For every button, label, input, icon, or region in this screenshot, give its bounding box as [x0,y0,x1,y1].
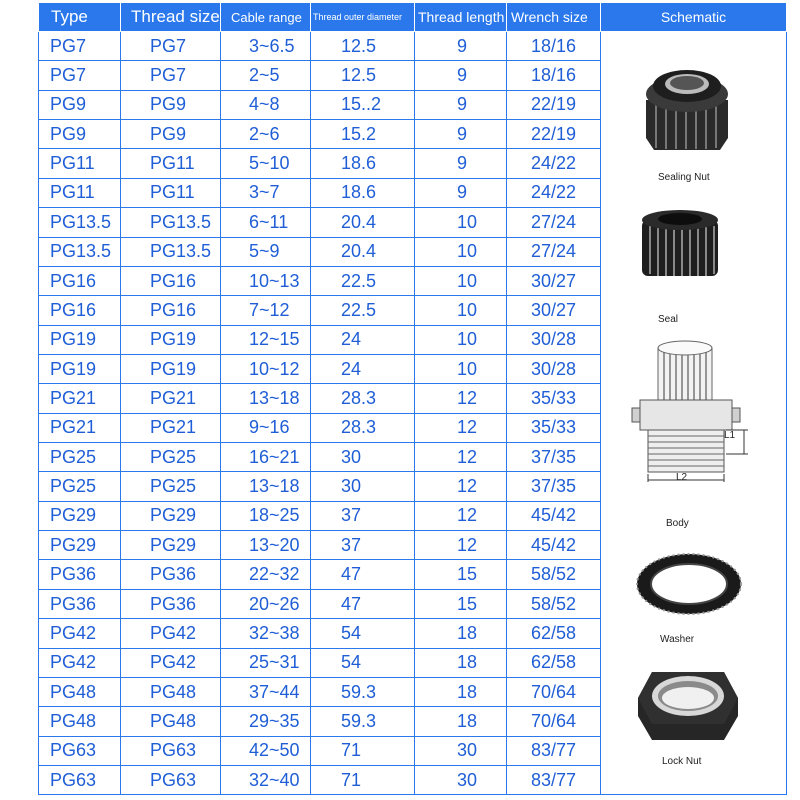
washer-label: Washer [660,634,695,645]
cell-thread-length: 9 [415,61,507,90]
cell-cable-range: 3~7 [221,178,311,207]
cell-type: PG9 [39,90,121,119]
cell-thread-size: PG9 [121,120,221,149]
cell-wrench-size: 58/52 [507,560,601,589]
header-cable-range: Cable range [221,3,311,32]
cell-type: PG29 [39,501,121,530]
cell-wrench-size: 83/77 [507,765,601,794]
cell-cable-range: 13~20 [221,531,311,560]
cell-cable-range: 25~31 [221,648,311,677]
cell-thread-outer-diameter: 18.6 [311,149,415,178]
cell-type: PG48 [39,677,121,706]
header-thread-size: Thread size [121,3,221,32]
cell-thread-outer-diameter: 37 [311,531,415,560]
cell-type: PG16 [39,266,121,295]
cell-cable-range: 29~35 [221,707,311,736]
cell-type: PG11 [39,178,121,207]
cell-cable-range: 5~9 [221,237,311,266]
cell-wrench-size: 30/27 [507,266,601,295]
cell-thread-size: PG63 [121,765,221,794]
cell-thread-size: PG42 [121,619,221,648]
cell-thread-outer-diameter: 59.3 [311,677,415,706]
cell-cable-range: 13~18 [221,384,311,413]
cell-thread-size: PG36 [121,560,221,589]
cell-cable-range: 9~16 [221,413,311,442]
cell-wrench-size: 70/64 [507,707,601,736]
cell-thread-length: 9 [415,90,507,119]
cell-thread-outer-diameter: 54 [311,619,415,648]
cell-thread-outer-diameter: 24 [311,354,415,383]
cell-wrench-size: 24/22 [507,149,601,178]
cell-type: PG11 [39,149,121,178]
cell-cable-range: 6~11 [221,208,311,237]
cell-thread-length: 9 [415,32,507,61]
cell-type: PG21 [39,413,121,442]
cell-thread-length: 10 [415,208,507,237]
cell-type: PG21 [39,384,121,413]
cell-type: PG7 [39,32,121,61]
cell-type: PG29 [39,531,121,560]
cell-cable-range: 20~26 [221,589,311,618]
cell-type: PG63 [39,736,121,765]
cell-cable-range: 32~40 [221,765,311,794]
cell-cable-range: 5~10 [221,149,311,178]
sealing-nut-label: Sealing Nut [658,172,710,183]
cell-cable-range: 37~44 [221,677,311,706]
cell-type: PG7 [39,61,121,90]
cell-thread-size: PG21 [121,413,221,442]
cell-cable-range: 18~25 [221,501,311,530]
lock-nut-icon [632,654,744,750]
cell-thread-length: 12 [415,472,507,501]
cell-wrench-size: 18/16 [507,32,601,61]
cell-wrench-size: 30/28 [507,325,601,354]
cell-thread-length: 12 [415,531,507,560]
cell-wrench-size: 18/16 [507,61,601,90]
body-icon [630,334,770,484]
cell-cable-range: 42~50 [221,736,311,765]
cell-thread-length: 10 [415,354,507,383]
seal-icon [636,206,726,286]
cell-thread-outer-diameter: 71 [311,765,415,794]
cell-thread-size: PG25 [121,472,221,501]
cell-cable-range: 7~12 [221,296,311,325]
cell-thread-size: PG25 [121,443,221,472]
cell-type: PG63 [39,765,121,794]
cell-thread-length: 18 [415,707,507,736]
cell-wrench-size: 62/58 [507,648,601,677]
cell-wrench-size: 22/19 [507,120,601,149]
cell-wrench-size: 70/64 [507,677,601,706]
cell-thread-length: 10 [415,296,507,325]
cell-cable-range: 13~18 [221,472,311,501]
cell-thread-outer-diameter: 12.5 [311,32,415,61]
cell-type: PG42 [39,619,121,648]
cell-thread-size: PG7 [121,32,221,61]
cell-thread-length: 18 [415,677,507,706]
header-type: Type [39,3,121,32]
cell-thread-length: 12 [415,501,507,530]
cell-thread-size: PG19 [121,325,221,354]
cell-thread-outer-diameter: 28.3 [311,384,415,413]
cell-type: PG13.5 [39,237,121,266]
header-thread-outer-diameter: Thread outer diameter [311,3,415,32]
cell-type: PG25 [39,443,121,472]
cell-thread-size: PG48 [121,677,221,706]
cell-thread-length: 9 [415,178,507,207]
cell-wrench-size: 35/33 [507,384,601,413]
cell-thread-outer-diameter: 20.4 [311,237,415,266]
cell-cable-range: 2~6 [221,120,311,149]
cell-thread-length: 15 [415,589,507,618]
dim-l2-label: L2 [676,472,688,483]
cell-wrench-size: 35/33 [507,413,601,442]
seal-label: Seal [658,314,679,325]
header-wrench-size: Wrench size [507,3,601,32]
header-thread-length: Thread length [415,3,507,32]
cell-thread-outer-diameter: 22.5 [311,296,415,325]
cell-wrench-size: 27/24 [507,208,601,237]
cell-thread-size: PG19 [121,354,221,383]
cell-thread-outer-diameter: 20.4 [311,208,415,237]
cell-wrench-size: 37/35 [507,443,601,472]
cell-cable-range: 3~6.5 [221,32,311,61]
cell-thread-outer-diameter: 12.5 [311,61,415,90]
cell-type: PG16 [39,296,121,325]
cell-cable-range: 22~32 [221,560,311,589]
cell-thread-size: PG11 [121,149,221,178]
cell-thread-outer-diameter: 15.2 [311,120,415,149]
cell-thread-outer-diameter: 18.6 [311,178,415,207]
dim-l1-label: L1 [724,430,736,441]
cell-thread-outer-diameter: 54 [311,648,415,677]
cell-wrench-size: 45/42 [507,501,601,530]
body-label: Body [666,518,689,529]
cell-thread-outer-diameter: 30 [311,472,415,501]
header-row [39,3,787,32]
cell-thread-outer-diameter: 22.5 [311,266,415,295]
cell-thread-outer-diameter: 24 [311,325,415,354]
cell-thread-size: PG21 [121,384,221,413]
cell-type: PG25 [39,472,121,501]
table-row [39,32,787,61]
cell-cable-range: 4~8 [221,90,311,119]
cell-thread-length: 12 [415,413,507,442]
cell-wrench-size: 30/27 [507,296,601,325]
cell-thread-length: 18 [415,619,507,648]
cell-thread-outer-diameter: 59.3 [311,707,415,736]
cell-thread-size: PG11 [121,178,221,207]
cell-wrench-size: 62/58 [507,619,601,648]
cell-thread-size: PG42 [121,648,221,677]
cell-thread-length: 12 [415,384,507,413]
cell-cable-range: 10~12 [221,354,311,383]
cell-type: PG13.5 [39,208,121,237]
cell-thread-outer-diameter: 71 [311,736,415,765]
cell-wrench-size: 83/77 [507,736,601,765]
header-schematic: Schematic [601,3,787,32]
cell-cable-range: 32~38 [221,619,311,648]
cell-thread-length: 30 [415,765,507,794]
cell-thread-outer-diameter: 30 [311,443,415,472]
cell-cable-range: 16~21 [221,443,311,472]
cell-thread-outer-diameter: 28.3 [311,413,415,442]
cell-thread-length: 9 [415,149,507,178]
cell-wrench-size: 22/19 [507,90,601,119]
cell-thread-size: PG16 [121,266,221,295]
cell-thread-size: PG16 [121,296,221,325]
cell-cable-range: 12~15 [221,325,311,354]
cell-type: PG36 [39,560,121,589]
cell-thread-size: PG7 [121,61,221,90]
cell-thread-size: PG48 [121,707,221,736]
cell-cable-range: 10~13 [221,266,311,295]
cell-wrench-size: 37/35 [507,472,601,501]
cell-type: PG19 [39,325,121,354]
washer-icon [634,548,744,620]
cell-thread-size: PG13.5 [121,208,221,237]
cell-thread-size: PG36 [121,589,221,618]
cell-thread-outer-diameter: 15..2 [311,90,415,119]
cell-wrench-size: 27/24 [507,237,601,266]
lock-nut-label: Lock Nut [662,756,702,767]
cell-thread-outer-diameter: 47 [311,560,415,589]
sealing-nut-icon [632,60,744,160]
cell-thread-length: 10 [415,266,507,295]
cell-type: PG48 [39,707,121,736]
table-header [39,3,787,32]
cell-thread-size: PG63 [121,736,221,765]
cell-type: PG36 [39,589,121,618]
cell-cable-range: 2~5 [221,61,311,90]
cell-type: PG9 [39,120,121,149]
cell-thread-outer-diameter: 37 [311,501,415,530]
cell-wrench-size: 24/22 [507,178,601,207]
cell-thread-length: 10 [415,325,507,354]
cell-thread-size: PG29 [121,501,221,530]
cell-thread-outer-diameter: 47 [311,589,415,618]
cell-thread-size: PG13.5 [121,237,221,266]
cell-thread-length: 18 [415,648,507,677]
cell-thread-size: PG29 [121,531,221,560]
cell-type: PG19 [39,354,121,383]
cell-thread-length: 9 [415,120,507,149]
cell-thread-length: 15 [415,560,507,589]
cell-wrench-size: 45/42 [507,531,601,560]
cell-thread-length: 30 [415,736,507,765]
cell-wrench-size: 30/28 [507,354,601,383]
cell-thread-length: 10 [415,237,507,266]
cell-type: PG42 [39,648,121,677]
cell-thread-size: PG9 [121,90,221,119]
cell-wrench-size: 58/52 [507,589,601,618]
cell-thread-length: 12 [415,443,507,472]
